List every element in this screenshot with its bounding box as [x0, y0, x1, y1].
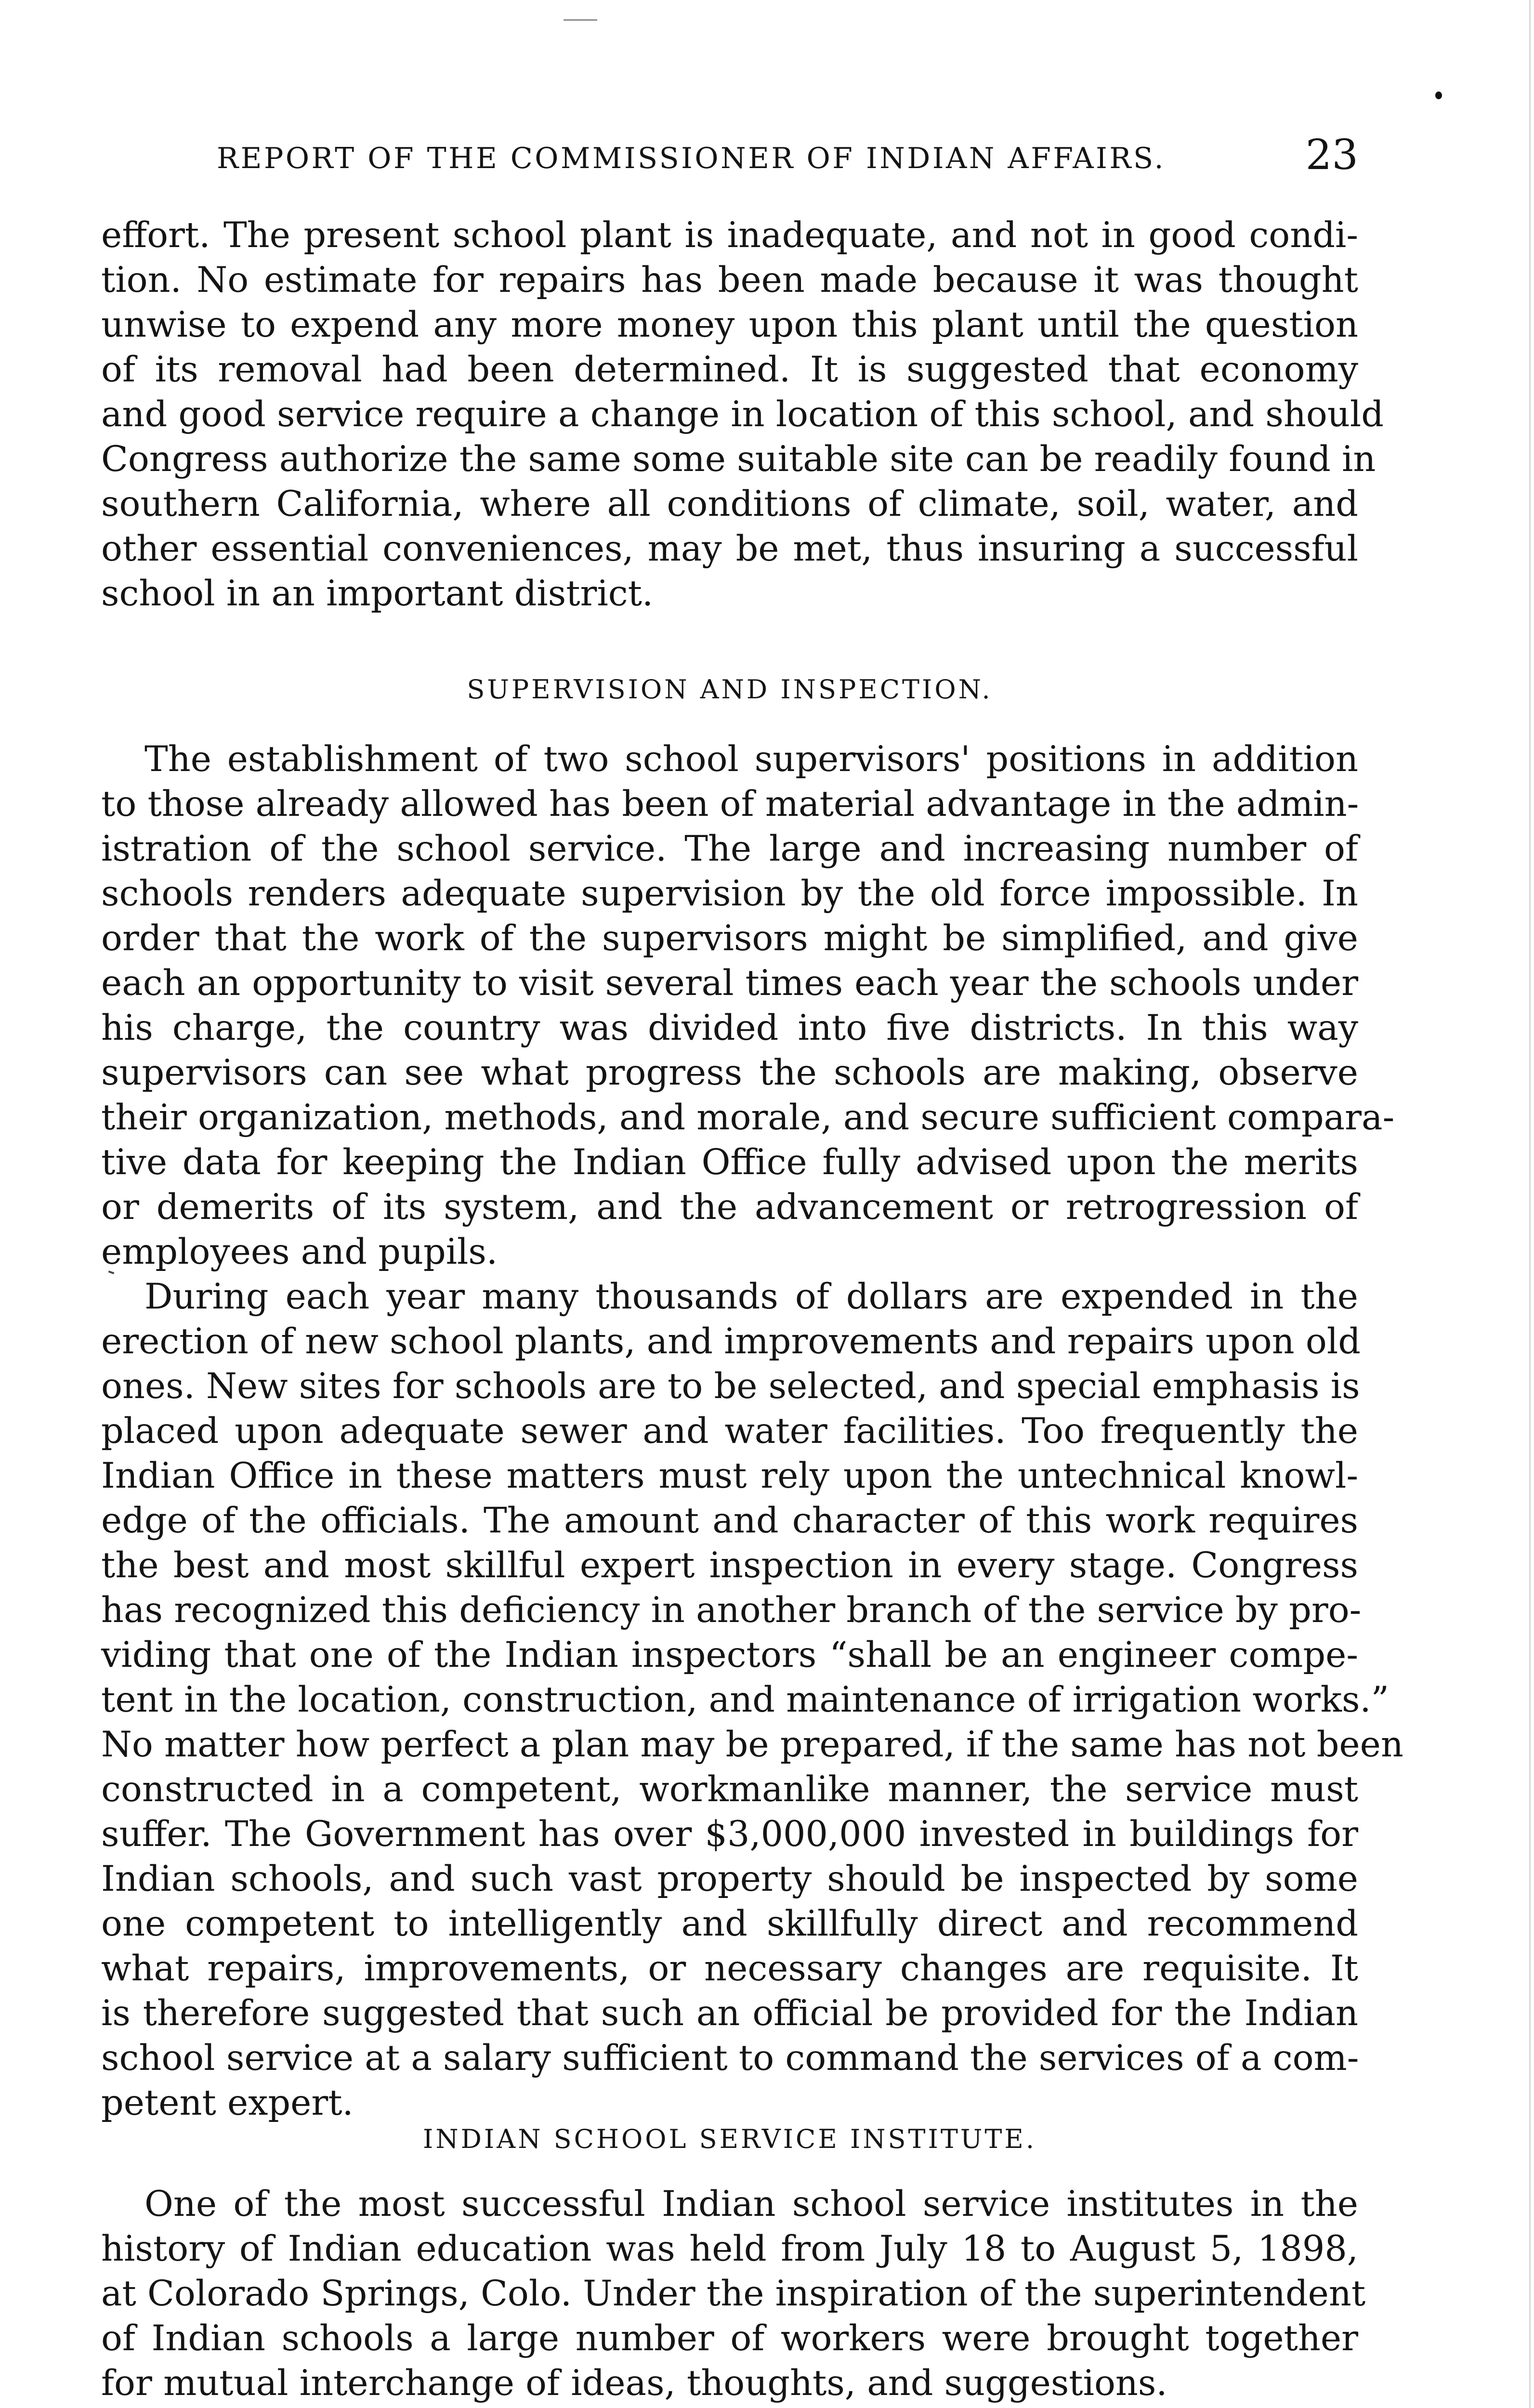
- text-line: One of the most successful Indian school service institutes in the: [144, 2184, 1358, 2225]
- text-line: Congress authorize the same some suitable site can be readily found in: [101, 439, 1376, 480]
- text-line: constructed in a competent, workmanlike manner, the service must: [101, 1769, 1358, 1810]
- text-line: istration of the school service. The large and increasing number of: [101, 828, 1358, 869]
- text-line: their organization, methods, and morale, and secure sufficient compara-: [101, 1097, 1395, 1138]
- text-line: unwise to expend any more money upon this plant until the question: [101, 304, 1358, 345]
- paragraph-institute: [101, 2182, 1366, 2406]
- page-number: 23: [1305, 131, 1358, 179]
- text-line: During each year many thousands of dollars are expended in the: [144, 1276, 1358, 1317]
- text-line: one competent to intelligently and skillfully direct and recommend: [101, 1903, 1358, 1944]
- text-line: Indian Office in these matters must rely upon the untechnical knowl-: [101, 1455, 1358, 1496]
- text-line: edge of the officials. The amount and character of this work requires: [101, 1500, 1358, 1541]
- running-header-title: REPORT OF THE COMMISSIONER OF INDIAN AFFAIRS.: [217, 142, 1166, 175]
- text-line: placed upon adequate sewer and water facilities. Too frequently the: [101, 1411, 1358, 1452]
- text-line: for mutual interchange of ideas, thoughts, and suggestions.: [101, 2363, 1167, 2404]
- text-line: tive data for keeping the Indian Office fully advised upon the merits: [101, 1142, 1358, 1183]
- text-line: employees and pupils.: [101, 1231, 498, 1272]
- text-line: what repairs, improvements, or necessary changes are requisite. It: [101, 1948, 1358, 1989]
- text-line: of Indian schools a large number of workers were brought together: [101, 2318, 1358, 2359]
- text-line: or demerits of its system, and the advancement or retrogression of: [101, 1187, 1358, 1228]
- text-line: to those already allowed has been of material advantage in the admin-: [101, 784, 1359, 824]
- text-line: is therefore suggested that such an official be provided for the Indian: [101, 1993, 1358, 2034]
- text-line: of its removal had been determined. It is suggested that economy: [101, 349, 1358, 390]
- text-line: and good service require a change in location of this school, and should: [101, 394, 1384, 435]
- scan-edge-right: [1529, 0, 1531, 2408]
- paragraph-continuation: [101, 213, 1384, 616]
- text-line: history of Indian education was held from July 18 to August 5, 1898,: [101, 2228, 1358, 2269]
- section-heading-supervision: SUPERVISION AND INSPECTION.: [467, 674, 993, 705]
- text-line: the best and most skillful expert inspection in every stage. Congress: [101, 1545, 1358, 1586]
- text-line: petent expert.: [101, 2082, 354, 2123]
- text-line: his charge, the country was divided into five districts. In this way: [101, 1008, 1358, 1048]
- text-line: order that the work of the supervisors might be simplified, and give: [101, 918, 1358, 959]
- text-line: has recognized this deficiency in another branch of the service by pro-: [101, 1590, 1362, 1631]
- paragraph-supervisors: [101, 737, 1395, 1274]
- text-line: other essential conveniences, may be met, thus insuring a successful: [101, 528, 1358, 569]
- text-line: supervisors can see what progress the schools are making, observe: [101, 1052, 1358, 1093]
- text-line: each an opportunity to visit several times each year the schools under: [101, 963, 1358, 1004]
- scan-artifact-top: [564, 19, 597, 21]
- section-heading-institute: INDIAN SCHOOL SERVICE INSTITUTE.: [422, 2124, 1036, 2154]
- text-line: at Colorado Springs, Colo. Under the inspiration of the superintendent: [101, 2273, 1366, 2314]
- text-line: tion. No estimate for repairs has been made because it was thought: [101, 260, 1358, 301]
- text-line: school service at a salary sufficient to command the services of a com-: [101, 2038, 1359, 2079]
- text-line: The establishment of two school supervisors' positions in addition: [144, 739, 1358, 780]
- text-line: viding that one of the Indian inspectors “shall be an engineer compe-: [101, 1635, 1358, 1675]
- text-line: erection of new school plants, and improvements and repairs upon old: [101, 1321, 1361, 1362]
- text-line: ones. New sites for schools are to be selected, and special emphasis is: [101, 1366, 1360, 1407]
- text-line: schools renders adequate supervision by the old force impossible. In: [101, 873, 1358, 914]
- running-header: [193, 131, 1358, 179]
- text-line: tent in the location, construction, and maintenance of irrigation works.”: [101, 1679, 1389, 1720]
- text-line: suffer. The Government has over $3,000,000 invested in buildings for: [101, 1814, 1358, 1855]
- text-line: Indian schools, and such vast property should be inspected by some: [101, 1858, 1358, 1899]
- text-line: school in an important district.: [101, 573, 654, 614]
- text-line: effort. The present school plant is inadequate, and not in good condi-: [101, 215, 1358, 256]
- text-line: No matter how perfect a plan may be prepared, if the same has not been: [101, 1724, 1403, 1765]
- paragraph-inspection: [101, 1274, 1403, 2125]
- text-line: southern California, where all conditions of climate, soil, water, and: [101, 484, 1358, 524]
- scan-artifact-dot: [1435, 92, 1442, 99]
